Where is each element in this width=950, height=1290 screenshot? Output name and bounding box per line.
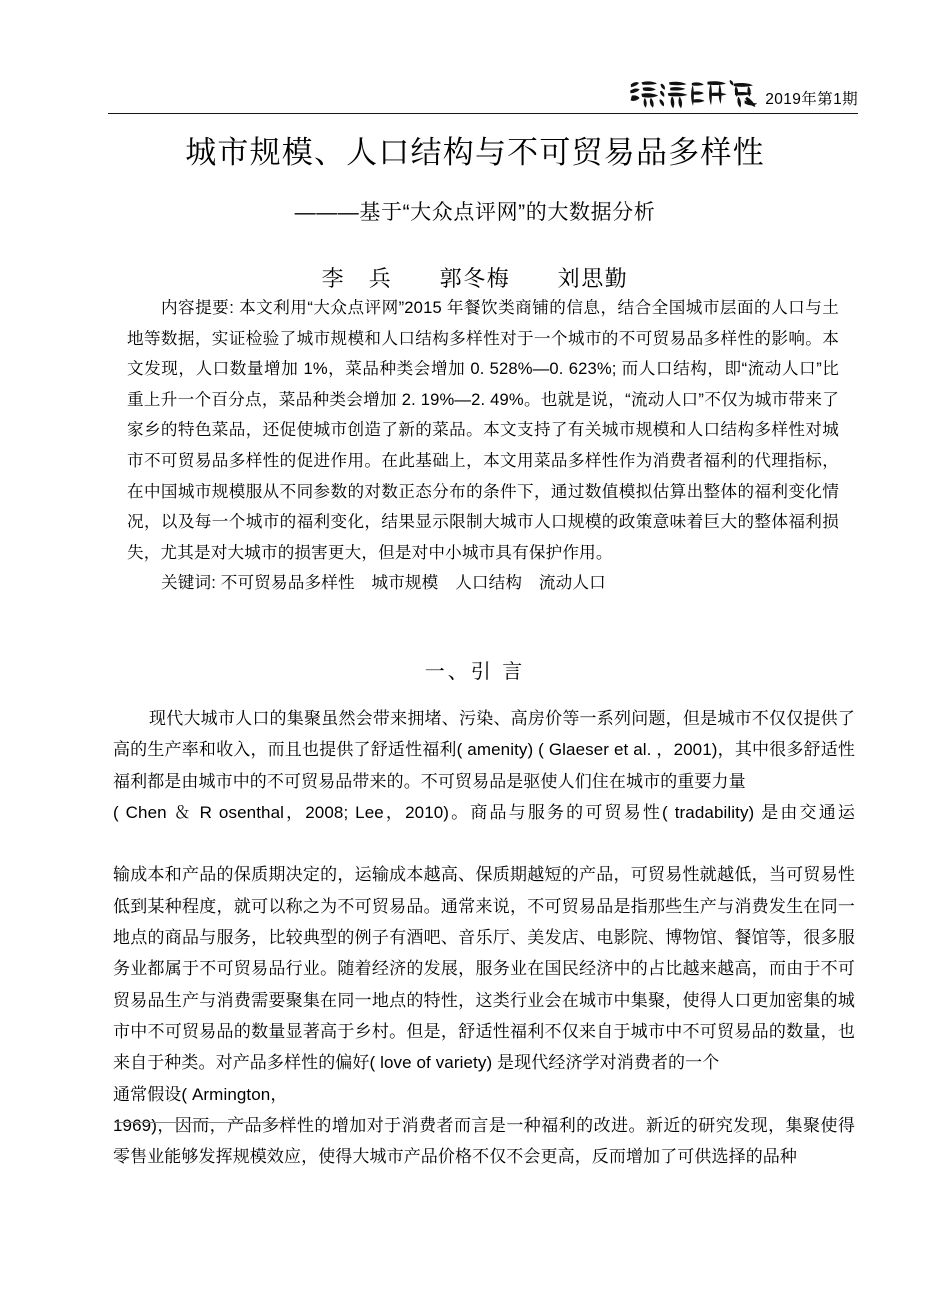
body-line-citation: ( Chen ＆ R osenthal，2008; Lee，2010)。商品与服务的可贸易性( tradability) 是由交通运 [113, 802, 855, 822]
journal-logo-icon [627, 74, 759, 110]
running-header [108, 68, 858, 118]
header-content [108, 68, 858, 110]
body-text-block [113, 703, 855, 1172]
body-paragraph-1: 现代大城市人口的集聚虽然会带来拥堵、污染、高房价等一系列问题，但是城市不仅仅提供了高的生产率和收入，而且也提供了舒适性福利( amenity) ( Glaeser et al. ，2001)，其中很多舒适性福利都是由城市中的不可贸易品带来的。不可贸易品是驱使人们住在城市的重要力量 [113, 709, 855, 791]
abstract-block [127, 293, 839, 599]
title-block [0, 134, 950, 293]
issue-label: 2019年第1期 [765, 90, 858, 108]
header-divider [108, 113, 858, 114]
page-subtitle: ———基于“大众点评网”的大数据分析 [294, 200, 656, 224]
body-paragraph-2: 输成本和产品的保质期决定的，运输成本越高、保质期越短的产品，可贸易性就越低，当可贸易性低到某种程度，就可以称之为不可贸易品。通常来说，不可贸易品是指那些生产与消费发生在同一地点的商品与服务，比较典型的例子有酒吧、音乐厅、美发店、电影院、博物馆、餐馆等，很多服务业都属于不可贸易品行业。随着经济的发展，服务业在国民经济中的占比越来越高，而由于不可贸易品生产与消费需要聚集在同一地点的特性，这类行业会在城市中集聚，使得人口更加密集的城市中不可贸易品的数量显著高于乡村。但是，舒适性福利不仅来自于城市中不可贸易品的数量，也来自于种类。对产品多样性的偏好( love of variety) 是现代经济学对消费者的一个 [113, 865, 855, 1073]
section-heading-introduction: 一、引 言 [424, 661, 526, 683]
keywords-text: 关键词: 不可贸易品多样性 城市规模 人口结构 流动人口 [161, 573, 606, 593]
page-title: 城市规模、人口结构与不可贸易品多样性 [185, 135, 765, 170]
abstract-text: 内容提要: 本文利用“大众点评网”2015 年餐饮类商铺的信息，结合全国城市层面的人口与土地等数据，实证检验了城市规模和人口结构多样性对于一个城市的不可贸易品多样性的影响。本文发现，人口数量增加 1%，菜品种类会增加 0. 528%—0. 623%; 而人口结构，即“流动人口”比重上升一个百分点，菜品种类会增加 2. 19%—2. 49%。也就是说，“流动人口”不仅为城市带来了家乡的特色菜品，还促使城市创造了新的菜品。本文支持了有关城市规模和人口结构多样性对城市不可贸易品多样性的促进作用。在此基础上，本文用菜品多样性作为消费者福利的代理指标，在中国城市规模服从不同参数的对数正态分布的条件下，通过数值模拟估算出整体的福利变化情况，以及每一个城市的福利变化，结果显示限制大城市人口规模的政策意味着巨大的整体福利损失，尤其是对大城市的损害更大，但是对中小城市具有保护作用。 [127, 298, 839, 562]
body-paragraph-3: 1969)，因而，产品多样性的增加对于消费者而言是一种福利的改进。新近的研究发现，集聚使得零售业能够发挥规模效应，使得大城市产品价格不仅不会更高，反而增加了可供选择的品种 [113, 1115, 855, 1167]
author-list: 李 兵 郭冬梅 刘思勤 [321, 266, 629, 292]
footnote-separator [115, 1122, 291, 1123]
body-line-armington: 通常假设( Armington， [113, 1084, 288, 1104]
